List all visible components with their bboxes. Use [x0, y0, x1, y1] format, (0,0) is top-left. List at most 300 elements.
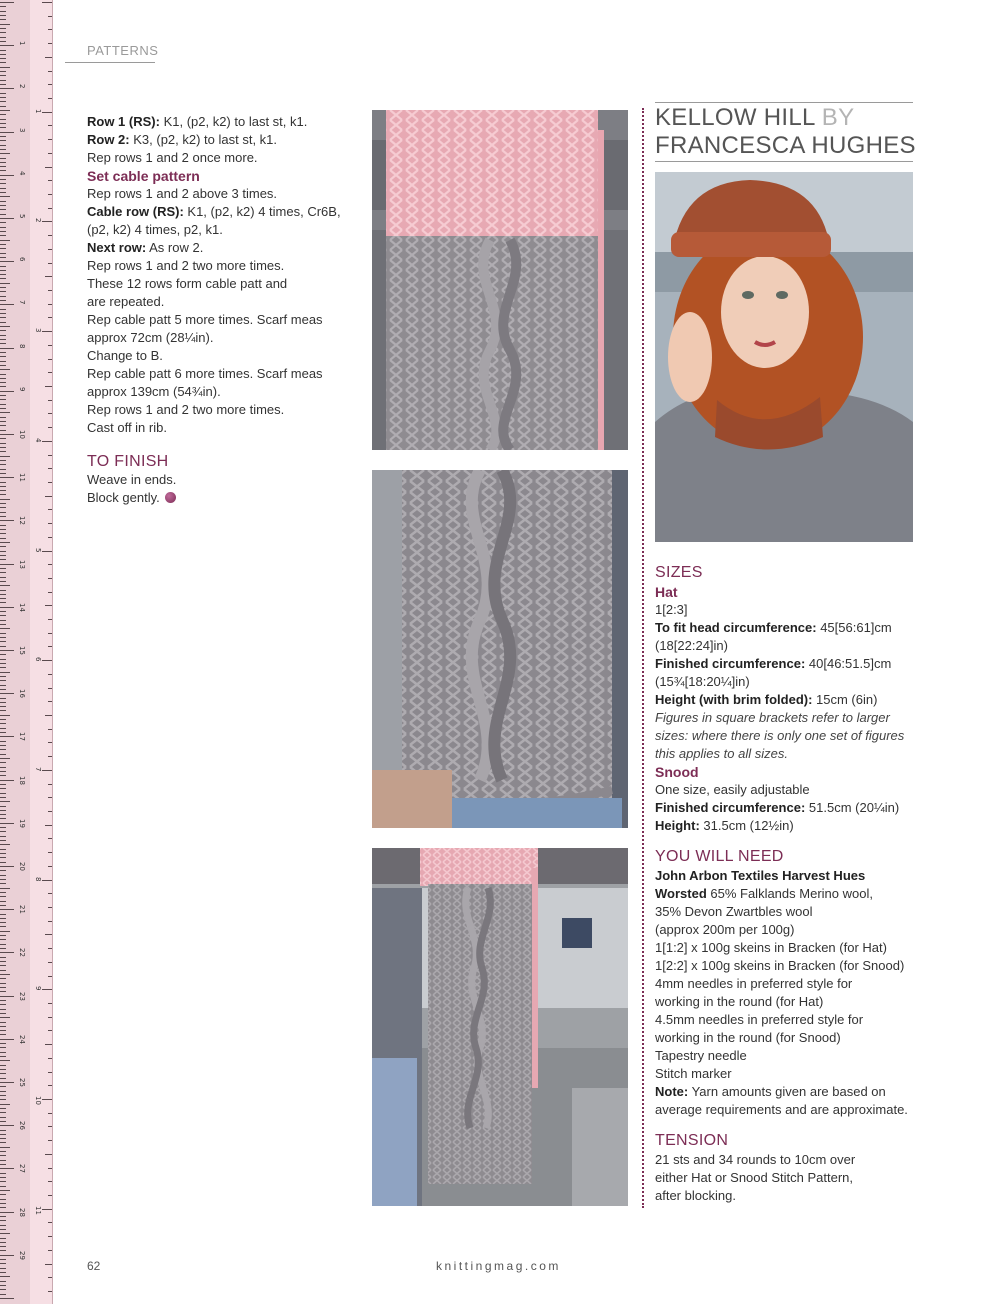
ruler-tick	[0, 460, 6, 461]
yarn-note: Note: Yarn amounts given are based on average requirements and are approximate.	[655, 1084, 908, 1117]
ruler-tick	[0, 542, 10, 543]
ruler-cm-label: 25	[18, 1078, 26, 1087]
ruler-tick	[0, 209, 6, 210]
ruler-tick	[0, 706, 6, 707]
ruler-tick	[0, 892, 6, 893]
ruler-tick	[48, 1058, 52, 1059]
ruler-tick	[0, 170, 6, 171]
ruler-tick	[0, 974, 10, 975]
ruler-tick	[0, 875, 6, 876]
ruler-tick	[45, 276, 52, 277]
ruler-tick	[0, 512, 6, 513]
ruler-tick	[0, 434, 14, 435]
ruler-tick	[0, 283, 10, 284]
ruler-tick	[0, 101, 6, 102]
ruler-tick	[48, 1113, 52, 1114]
need-line: 4mm needles in preferred style for	[655, 976, 853, 991]
head-circumference: To fit head circumference: 45[56:61]cm (18[22:24]in)	[655, 620, 892, 653]
ruler-tick	[0, 1160, 6, 1161]
ruler-tick	[48, 619, 52, 620]
ruler-tick	[0, 1142, 6, 1143]
ruler-tick	[0, 361, 6, 362]
ruler-cm-label: 15	[18, 646, 26, 655]
ruler-tick	[0, 110, 10, 111]
ruler-tick	[42, 2, 52, 3]
ruler-inch-label: 5	[34, 547, 42, 552]
ruler-tick	[48, 317, 52, 318]
ruler-tick	[48, 1250, 52, 1251]
ruler-tick	[0, 309, 6, 310]
ruler-tick	[48, 633, 52, 634]
section-underline	[65, 62, 155, 63]
measuring-ruler	[0, 0, 53, 1304]
ruler-tick	[0, 1043, 6, 1044]
ruler-tick	[0, 93, 6, 94]
ruler-tick	[0, 291, 6, 292]
ruler-cm-label: 21	[18, 905, 26, 915]
ruler-tick	[0, 901, 6, 902]
ruler-tick	[0, 214, 6, 215]
ruler-tick	[42, 112, 52, 113]
ruler-tick	[0, 274, 6, 275]
ruler-tick	[0, 451, 6, 452]
ruler-tick	[0, 1194, 6, 1195]
ruler-tick	[0, 374, 6, 375]
ruler-tick	[48, 537, 52, 538]
ruler-tick	[48, 948, 52, 949]
ruler-tick	[0, 1177, 6, 1178]
ruler-cm-label: 11	[18, 473, 26, 483]
ruler-tick	[0, 317, 6, 318]
ruler-tick	[0, 1052, 6, 1053]
ruler-tick	[0, 1199, 6, 1200]
ruler-tick	[42, 660, 52, 661]
ruler-tick	[0, 477, 14, 478]
ruler-tick	[0, 758, 10, 759]
ruler-tick	[0, 1298, 14, 1299]
ruler-tick	[0, 136, 6, 137]
ruler-tick	[0, 54, 6, 55]
ruler-tick	[0, 473, 6, 474]
ruler-tick	[0, 343, 6, 344]
instruction-row-2: Row 2: K3, (p2, k2) to last st, k1.	[87, 132, 278, 147]
ruler-tick	[0, 939, 6, 940]
ruler-tick	[0, 672, 10, 673]
ruler-tick	[45, 605, 52, 606]
ruler-tick	[0, 793, 6, 794]
ruler-tick	[48, 1181, 52, 1182]
ruler-tick	[0, 516, 6, 517]
ruler-tick	[0, 546, 6, 547]
ruler-tick	[0, 918, 6, 919]
ruler-tick	[0, 1212, 14, 1213]
ruler-tick	[0, 624, 6, 625]
ruler-tick	[0, 749, 6, 750]
ruler-tick	[0, 965, 6, 966]
ruler-tick	[0, 788, 6, 789]
ruler-tick	[48, 235, 52, 236]
ruler-tick	[0, 1017, 10, 1018]
ruler-tick	[0, 499, 10, 500]
tension-line: after blocking.	[655, 1188, 736, 1203]
ruler-tick	[0, 188, 6, 189]
ruler-tick	[42, 441, 52, 442]
ruler-tick	[0, 801, 10, 802]
ruler-tick	[0, 1246, 6, 1247]
ruler-tick	[0, 680, 6, 681]
ruler-tick	[0, 192, 6, 193]
instruction-line: Cast off in rib.	[87, 420, 167, 435]
ruler-tick	[0, 494, 6, 495]
ruler-tick	[0, 1272, 6, 1273]
ruler-tick	[42, 989, 52, 990]
pattern-instructions	[87, 113, 357, 437]
ruler-tick	[0, 1147, 10, 1148]
ruler-tick	[0, 823, 14, 824]
ruler-tick	[0, 840, 6, 841]
ruler-tick	[0, 386, 6, 387]
ruler-tick	[0, 944, 6, 945]
ruler-tick	[0, 693, 14, 694]
ruler-tick	[0, 1281, 6, 1282]
sizes-heading: SIZES	[655, 564, 703, 581]
ruler-tick	[48, 797, 52, 798]
ruler-tick	[0, 183, 6, 184]
ruler-tick	[42, 331, 52, 332]
ruler-tick	[0, 330, 6, 331]
ruler-tick	[0, 723, 6, 724]
ruler-tick	[48, 1017, 52, 1018]
ruler-tick	[0, 637, 6, 638]
site-url: knittingmag.com	[436, 1259, 561, 1273]
ruler-tick	[0, 352, 6, 353]
ruler-tick	[0, 710, 6, 711]
instruction-line: Rep rows 1 and 2 above 3 times.	[87, 186, 278, 201]
pattern-title: KELLOW HILL BY FRANCESCA HUGHES	[655, 104, 916, 159]
ruler-tick	[48, 208, 52, 209]
ruler-cm-label: 16	[18, 689, 26, 699]
ruler-tick	[0, 685, 6, 686]
ruler-tick	[48, 1291, 52, 1292]
instruction-line: Rep cable patt 5 more times. Scarf meas	[87, 312, 323, 327]
ruler-tick	[0, 615, 6, 616]
ruler-tick	[0, 1060, 10, 1061]
ruler-tick	[0, 50, 6, 51]
ruler-tick	[0, 1086, 6, 1087]
set-cable-heading: Set cable pattern	[87, 168, 200, 184]
ruler-tick	[48, 482, 52, 483]
ruler-tick	[0, 486, 6, 487]
ruler-tick	[0, 991, 6, 992]
ruler-tick	[0, 1233, 10, 1234]
ruler-tick	[0, 914, 6, 915]
ruler-tick	[0, 996, 14, 997]
yarn-fibre: Worsted 65% Falklands Merino wool,	[655, 886, 873, 901]
ruler-cm-label: 14	[18, 602, 26, 612]
need-line: Tapestry needle	[655, 1048, 747, 1063]
ruler-tick	[48, 43, 52, 44]
ruler-inch-label: 3	[34, 328, 42, 333]
ruler-tick	[0, 1095, 6, 1096]
hat-height: Height (with brim folded): 15cm (6in)	[655, 692, 878, 707]
ruler-tick	[0, 304, 14, 305]
ruler-tick	[0, 1190, 10, 1191]
ruler-tick	[45, 715, 52, 716]
ruler-tick	[0, 594, 6, 595]
ruler-tick	[0, 1009, 6, 1010]
ruler-tick	[0, 140, 6, 141]
ruler-tick	[0, 391, 14, 392]
ruler-tick	[0, 1255, 14, 1256]
ruler-tick	[0, 335, 6, 336]
ruler-tick	[0, 1216, 6, 1217]
finish-line: Block gently.	[87, 489, 347, 507]
ruler-tick	[48, 427, 52, 428]
ruler-inch-label: 2	[34, 218, 42, 223]
snood-size: One size, easily adjustable	[655, 782, 810, 797]
ruler-tick	[0, 464, 6, 465]
instruction-line: These 12 rows form cable patt and	[87, 276, 288, 291]
ruler-tick	[0, 1056, 6, 1057]
ruler-tick	[0, 1069, 6, 1070]
ruler-cm-label: 23	[18, 991, 26, 1001]
ruler-tick	[0, 896, 6, 897]
ruler-tick	[0, 598, 6, 599]
ruler-tick	[0, 844, 10, 845]
ruler-tick	[0, 1207, 6, 1208]
instruction-cable-row: Cable row (RS): K1, (p2, k2) 4 times, Cr6B, (p2, k2) 4 times, p2, k1.	[87, 204, 341, 237]
ruler-tick	[0, 339, 6, 340]
page-number: 62	[87, 1259, 101, 1273]
ruler-tick	[0, 1259, 6, 1260]
ruler-tick	[0, 244, 6, 245]
ruler-tick	[48, 756, 52, 757]
ruler-tick	[0, 771, 6, 772]
ruler-tick	[0, 266, 6, 267]
ruler-tick	[48, 729, 52, 730]
ruler-tick	[0, 326, 10, 327]
ruler-tick	[0, 646, 6, 647]
ruler-tick	[0, 205, 6, 206]
ruler-cm-label: 12	[18, 516, 26, 526]
ruler-tick	[0, 590, 6, 591]
ruler-tick	[48, 907, 52, 908]
ruler-tick	[0, 456, 10, 457]
ruler-tick	[48, 1126, 52, 1127]
ruler-tick	[0, 88, 14, 89]
ruler-tick	[48, 400, 52, 401]
ruler-tick	[0, 1134, 6, 1135]
ruler-tick	[48, 1072, 52, 1073]
to-finish-section	[87, 453, 347, 507]
ruler-cm-label: 7	[18, 300, 26, 305]
ruler-tick	[0, 659, 6, 660]
ruler-tick	[0, 551, 6, 552]
ruler-tick	[0, 836, 6, 837]
ruler-tick	[0, 879, 6, 880]
ruler-tick	[48, 304, 52, 305]
ruler-tick	[0, 15, 6, 16]
ruler-tick	[0, 978, 6, 979]
ruler-tick	[0, 775, 6, 776]
ruler-tick	[48, 1140, 52, 1141]
ruler-tick	[0, 67, 10, 68]
ruler-tick	[0, 11, 6, 12]
ruler-tick	[42, 1209, 52, 1210]
ruler-tick	[48, 359, 52, 360]
ruler-tick	[0, 430, 6, 431]
ruler-tick	[0, 287, 6, 288]
ruler-tick	[0, 1022, 6, 1023]
ruler-tick	[48, 194, 52, 195]
ruler-tick	[0, 2, 14, 3]
ruler-tick	[0, 166, 6, 167]
ruler-cm-label: 18	[18, 775, 26, 785]
ruler-tick	[0, 1091, 6, 1092]
ruler-tick	[0, 555, 6, 556]
ruler-tick	[48, 125, 52, 126]
ruler-tick	[48, 646, 52, 647]
ruler-tick	[0, 1078, 6, 1079]
ruler-tick	[0, 650, 14, 651]
ruler-tick	[0, 1047, 6, 1048]
ruler-tick	[48, 578, 52, 579]
ruler-tick	[0, 507, 6, 508]
ruler-tick	[0, 1294, 6, 1295]
ruler-tick	[0, 745, 6, 746]
instruction-line: Rep cable patt 6 more times. Scarf meas	[87, 366, 323, 381]
ruler-tick	[0, 620, 6, 621]
ruler-tick	[45, 386, 52, 387]
ruler-tick	[48, 455, 52, 456]
ruler-tick	[0, 503, 6, 504]
ruler-tick	[0, 296, 6, 297]
ruler-tick	[0, 784, 6, 785]
ruler-tick	[0, 931, 10, 932]
ruler-tick	[0, 564, 14, 565]
ruler-tick	[0, 585, 10, 586]
ruler-tick	[0, 1121, 6, 1122]
ruler-inch-label: 4	[34, 437, 42, 443]
ruler-cm-label: 6	[18, 257, 26, 262]
ruler-tick	[0, 1082, 14, 1083]
ruler-tick	[0, 119, 6, 120]
ruler-tick	[0, 849, 6, 850]
ruler-cm-label: 19	[18, 818, 26, 828]
ruler-inch-label: 11	[34, 1205, 42, 1215]
ruler-inch-label: 10	[34, 1096, 42, 1105]
ruler-tick	[0, 611, 6, 612]
ruler-tick	[0, 417, 6, 418]
ruler-tick	[0, 1138, 6, 1139]
ruler-tick	[48, 523, 52, 524]
instruction-line: Rep rows 1 and 2 two more times.	[87, 258, 285, 273]
ruler-cm-label: 9	[18, 386, 26, 392]
ruler-tick	[0, 378, 6, 379]
ruler-tick	[0, 1168, 14, 1169]
ruler-tick	[0, 348, 14, 349]
ruler-tick	[0, 227, 6, 228]
hat-sizes: 1[2:3]	[655, 602, 688, 617]
ruler-tick	[0, 1173, 6, 1174]
ruler-tick	[0, 762, 6, 763]
ruler-tick	[45, 57, 52, 58]
ruler-tick	[0, 158, 6, 159]
ruler-tick	[0, 490, 6, 491]
ruler-tick	[48, 372, 52, 373]
ruler-tick	[0, 1125, 14, 1126]
snood-subheading: Snood	[655, 764, 699, 780]
ruler-tick	[48, 866, 52, 867]
ruler-tick	[48, 509, 52, 510]
ruler-tick	[0, 633, 6, 634]
instruction-line: approx 139cm (54¾in).	[87, 384, 221, 399]
ruler-cm-label: 13	[18, 559, 26, 569]
ruler-tick	[0, 253, 6, 254]
model-portrait	[655, 172, 913, 542]
ruler-tick	[0, 1065, 6, 1066]
ruler-cm-label: 27	[18, 1164, 26, 1174]
ruler-tick	[0, 1099, 6, 1100]
ruler-tick	[0, 572, 6, 573]
ruler-tick	[0, 421, 6, 422]
ruler-tick	[0, 581, 6, 582]
ruler-tick	[0, 114, 6, 115]
snood-circumference: Finished circumference: 51.5cm (20¼in)	[655, 800, 900, 815]
ruler-tick	[45, 1044, 52, 1045]
ruler-tick	[0, 1285, 6, 1286]
ruler-tick	[0, 1242, 6, 1243]
ruler-cm-label: 24	[18, 1034, 26, 1044]
need-line: (approx 200m per 100g)	[655, 922, 795, 937]
ruler-tick	[0, 222, 6, 223]
ruler-tick	[0, 1000, 6, 1001]
ruler-tick	[0, 525, 6, 526]
ruler-tick	[0, 533, 6, 534]
ruler-tick	[0, 62, 6, 63]
instruction-line: approx 72cm (28¼in).	[87, 330, 214, 345]
ruler-tick	[0, 909, 14, 910]
you-will-need-heading: YOU WILL NEED	[655, 848, 784, 865]
ruler-tick	[0, 754, 6, 755]
ruler-tick	[0, 883, 6, 884]
ruler-tick	[0, 145, 6, 146]
need-line: working in the round (for Snood)	[655, 1030, 841, 1045]
ruler-cm-label: 29	[18, 1250, 26, 1260]
ruler-tick	[0, 559, 6, 560]
ruler-cm-label: 8	[18, 343, 26, 349]
ruler-tick	[0, 602, 6, 603]
ruler-tick	[0, 19, 6, 20]
ruler-tick	[48, 674, 52, 675]
ruler-tick	[0, 24, 10, 25]
ruler-tick	[0, 797, 6, 798]
ruler-tick	[0, 469, 6, 470]
ruler-tick	[48, 71, 52, 72]
finished-circumference: Finished circumference: 40[46:51.5]cm (15¾[18:20¼]in)	[655, 656, 892, 689]
ruler-tick	[0, 1203, 6, 1204]
ruler-tick	[48, 592, 52, 593]
ruler-tick	[48, 1085, 52, 1086]
ruler-tick	[0, 1034, 6, 1035]
ruler-inch-strip	[30, 0, 52, 1304]
ruler-tick	[0, 1117, 6, 1118]
ruler-tick	[0, 1250, 6, 1251]
ruler-tick	[0, 870, 6, 871]
ruler-tick	[0, 257, 6, 258]
ruler-tick	[0, 425, 6, 426]
ruler-tick	[0, 970, 6, 971]
